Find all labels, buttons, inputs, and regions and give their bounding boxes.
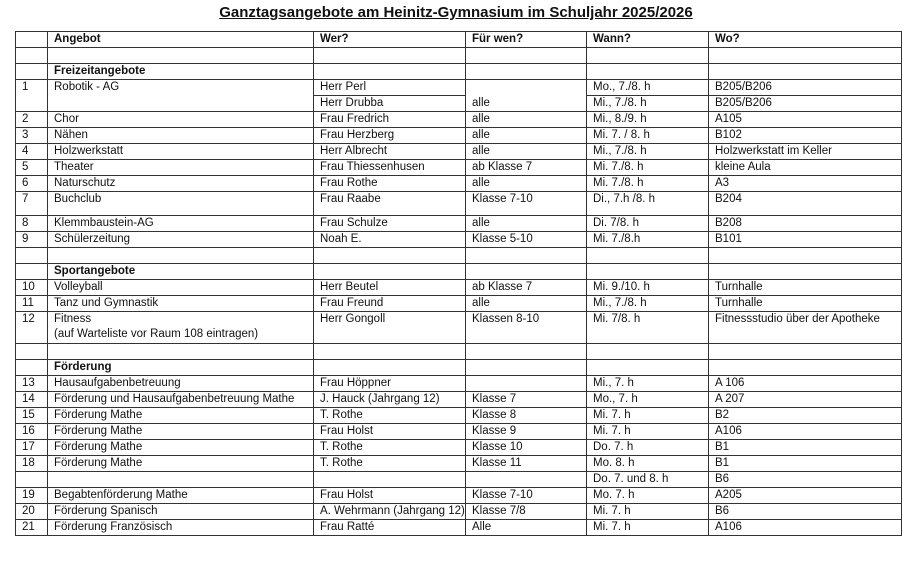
cell-nr: 6 — [16, 176, 48, 192]
cell-fuer-wen: alle — [466, 112, 587, 128]
cell-wo: B6 — [709, 504, 902, 520]
cell-wann: Mo., 7. h — [587, 392, 709, 408]
cell-wo: B102 — [709, 128, 902, 144]
cell-fuer-wen: alle — [466, 144, 587, 160]
cell-angebot: Schülerzeitung — [48, 232, 314, 248]
document-title: Ganztagsangebote am Heinitz-Gymnasium im Schuljahr 2025/2026 — [219, 4, 693, 21]
cell-wann: Di., 7.h /8. h — [587, 192, 709, 216]
cell-nr: 8 — [16, 216, 48, 232]
table-row — [16, 440, 902, 456]
cell-wer: Noah E. — [314, 232, 466, 248]
cell-wann: Mi. 7./8. h — [587, 176, 709, 192]
cell-fuer-wen — [466, 376, 587, 392]
cell-wer: Herr Gongoll — [314, 312, 466, 344]
cell-wann: Mi. 7. h — [587, 408, 709, 424]
cell-wer: T. Rothe — [314, 440, 466, 456]
cell-angebot — [48, 472, 314, 488]
header-nr — [16, 32, 48, 48]
cell-angebot: Förderung Französisch — [48, 520, 314, 536]
cell-nr: 12 — [16, 312, 48, 344]
cell-wo: A205 — [709, 488, 902, 504]
cell-wo: A 106 — [709, 376, 902, 392]
cell-fuer-wen: Klasse 7/8 — [466, 504, 587, 520]
cell-nr — [16, 472, 48, 488]
cell-wann: Mi., 7./8. h — [587, 296, 709, 312]
table-row — [16, 424, 902, 440]
cell-wo: Turnhalle — [709, 296, 902, 312]
cell-wo: Holzwerkstatt im Keller — [709, 144, 902, 160]
cell-angebot: Volleyball — [48, 280, 314, 296]
table-row — [16, 456, 902, 472]
cell-fuer-wen: Klasse 9 — [466, 424, 587, 440]
header-wo: Wo? — [709, 32, 902, 48]
cell-wer: Frau Holst — [314, 488, 466, 504]
table-row — [16, 408, 902, 424]
table-row — [16, 216, 902, 232]
table-row — [16, 488, 902, 504]
table-row — [16, 392, 902, 408]
header-wann: Wann? — [587, 32, 709, 48]
table-row — [16, 112, 902, 128]
cell-wann: Di. 7/8. h — [587, 216, 709, 232]
table-row — [16, 472, 902, 488]
header-row — [16, 32, 902, 48]
cell-fuer-wen: Klasse 11 — [466, 456, 587, 472]
cell-nr: 21 — [16, 520, 48, 536]
cell-angebot: Holzwerkstatt — [48, 144, 314, 160]
cell-nr: 18 — [16, 456, 48, 472]
cell-angebot: Theater — [48, 160, 314, 176]
cell-angebot: Naturschutz — [48, 176, 314, 192]
cell-wer: Herr Albrecht — [314, 144, 466, 160]
cell-nr: 13 — [16, 376, 48, 392]
cell-wann: Mi., 7./8. h — [587, 96, 709, 112]
cell-fuer-wen: Klasse 5-10 — [466, 232, 587, 248]
cell-wer: Frau Freund — [314, 296, 466, 312]
cell-wer: A. Wehrmann (Jahrgang 12) — [314, 504, 466, 520]
cell-angebot — [48, 312, 314, 344]
cell-nr: 11 — [16, 296, 48, 312]
cell-wann: Do. 7. h — [587, 440, 709, 456]
cell-wann: Mi. 7. / 8. h — [587, 128, 709, 144]
table-row — [16, 192, 902, 216]
cell-fuer-wen: ab Klasse 7 — [466, 160, 587, 176]
cell-wann: Mi. 7./8.h — [587, 232, 709, 248]
table-row — [16, 144, 902, 160]
cell-wer: Herr Drubba — [314, 96, 466, 112]
cell-wann: Mi. 7./8. h — [587, 160, 709, 176]
cell-wann: Do. 7. und 8. h — [587, 472, 709, 488]
cell-angebot: Begabtenförderung Mathe — [48, 488, 314, 504]
cell-wo: A3 — [709, 176, 902, 192]
cell-wer: Frau Rothe — [314, 176, 466, 192]
cell-wer: Frau Holst — [314, 424, 466, 440]
table-row — [16, 280, 902, 296]
cell-angebot: Förderung Mathe — [48, 456, 314, 472]
cell-angebot: Förderung Mathe — [48, 408, 314, 424]
cell-fuer-wen: alle — [466, 216, 587, 232]
cell-wer — [314, 472, 466, 488]
cell-nr: 17 — [16, 440, 48, 456]
cell-fuer-wen: alle — [466, 128, 587, 144]
cell-fuer-wen: Alle — [466, 520, 587, 536]
table-row — [16, 232, 902, 248]
cell-wer: Frau Schulze — [314, 216, 466, 232]
cell-wo: B1 — [709, 440, 902, 456]
cell-wer: Frau Thiessenhusen — [314, 160, 466, 176]
cell-wann: Mi., 7. h — [587, 376, 709, 392]
cell-wer: T. Rothe — [314, 408, 466, 424]
cell-wann: Mi., 8./9. h — [587, 112, 709, 128]
table-row — [16, 128, 902, 144]
table-row — [16, 80, 902, 96]
spacer-row — [16, 48, 902, 64]
cell-angebot: Chor — [48, 112, 314, 128]
cell-wo: A106 — [709, 520, 902, 536]
cell-nr: 4 — [16, 144, 48, 160]
spacer-row — [16, 248, 902, 264]
section-title-foerderung: Förderung — [48, 360, 314, 376]
table-row — [16, 520, 902, 536]
table-row — [16, 504, 902, 520]
header-fuer-wen: Für wen? — [466, 32, 587, 48]
cell-wer: Herr Beutel — [314, 280, 466, 296]
cell-wo: Turnhalle — [709, 280, 902, 296]
cell-angebot: Buchclub — [48, 192, 314, 216]
section-header-row — [16, 360, 902, 376]
cell-nr: 10 — [16, 280, 48, 296]
cell-wo: Fitnessstudio über der Apotheke — [709, 312, 902, 344]
cell-nr: 19 — [16, 488, 48, 504]
cell-fuer-wen: Klasse 8 — [466, 408, 587, 424]
cell-nr: 5 — [16, 160, 48, 176]
cell-fuer-wen: alle — [466, 176, 587, 192]
angebot-title: Fitness — [54, 313, 92, 325]
cell-wann: Mi. 7. h — [587, 504, 709, 520]
table-row — [16, 312, 902, 344]
cell-wo: A106 — [709, 424, 902, 440]
cell-nr: 7 — [16, 192, 48, 216]
cell-nr: 16 — [16, 424, 48, 440]
cell-fuer-wen: ab Klasse 7 — [466, 280, 587, 296]
cell-fuer-wen: Klasse 7-10 — [466, 488, 587, 504]
cell-wann: Mo., 7./8. h — [587, 80, 709, 96]
cell-wer: Frau Fredrich — [314, 112, 466, 128]
cell-wo: A 207 — [709, 392, 902, 408]
schedule-table — [15, 31, 902, 536]
cell-fuer-wen: alle — [466, 80, 587, 112]
cell-wer: Frau Herzberg — [314, 128, 466, 144]
cell-nr: 3 — [16, 128, 48, 144]
cell-nr: 15 — [16, 408, 48, 424]
cell-nr: 2 — [16, 112, 48, 128]
cell-wo: B205/B206 — [709, 96, 902, 112]
cell-nr: 1 — [16, 80, 48, 112]
cell-wer: Frau Höppner — [314, 376, 466, 392]
cell-wann: Mi., 7./8. h — [587, 144, 709, 160]
cell-wo: B6 — [709, 472, 902, 488]
section-title-freizeit: Freizeitangebote — [48, 64, 314, 80]
table-row — [16, 376, 902, 392]
cell-wo: B205/B206 — [709, 80, 902, 96]
cell-angebot: Hausaufgabenbetreuung — [48, 376, 314, 392]
cell-wo: B1 — [709, 456, 902, 472]
cell-angebot: Nähen — [48, 128, 314, 144]
section-title-sport: Sportangebote — [48, 264, 314, 280]
cell-fuer-wen: Klasse 7 — [466, 392, 587, 408]
cell-fuer-wen: alle — [466, 296, 587, 312]
cell-wo: A105 — [709, 112, 902, 128]
header-angebot: Angebot — [48, 32, 314, 48]
cell-angebot: Förderung Mathe — [48, 424, 314, 440]
cell-wer: Frau Raabe — [314, 192, 466, 216]
cell-angebot: Förderung Spanisch — [48, 504, 314, 520]
cell-angebot: Klemmbaustein-AG — [48, 216, 314, 232]
table-row — [16, 176, 902, 192]
cell-fuer-wen: Klasse 10 — [466, 440, 587, 456]
cell-angebot: Förderung und Hausaufgabenbetreuung Mathe — [48, 392, 314, 408]
cell-wer: Frau Ratté — [314, 520, 466, 536]
cell-fuer-wen: Klassen 8-10 — [466, 312, 587, 344]
cell-wer: T. Rothe — [314, 456, 466, 472]
cell-angebot: Robotik - AG — [48, 80, 314, 112]
section-header-row — [16, 64, 902, 80]
cell-wer: Herr Perl — [314, 80, 466, 96]
cell-fuer-wen — [466, 472, 587, 488]
cell-nr: 9 — [16, 232, 48, 248]
cell-wann: Mi. 7. h — [587, 424, 709, 440]
cell-wo: B2 — [709, 408, 902, 424]
cell-wo: kleine Aula — [709, 160, 902, 176]
cell-wo: B101 — [709, 232, 902, 248]
cell-angebot: Tanz und Gymnastik — [48, 296, 314, 312]
cell-wo: B208 — [709, 216, 902, 232]
header-wer: Wer? — [314, 32, 466, 48]
cell-wann: Mi. 7/8. h — [587, 312, 709, 344]
cell-wann: Mi. 9./10. h — [587, 280, 709, 296]
cell-nr: 20 — [16, 504, 48, 520]
cell-nr: 14 — [16, 392, 48, 408]
table-row — [16, 296, 902, 312]
angebot-note: (auf Warteliste vor Raum 108 eintragen) — [54, 328, 259, 340]
cell-angebot: Förderung Mathe — [48, 440, 314, 456]
cell-wann: Mo. 8. h — [587, 456, 709, 472]
table-row — [16, 160, 902, 176]
cell-wann: Mi. 7. h — [587, 520, 709, 536]
section-header-row — [16, 264, 902, 280]
cell-wer: J. Hauck (Jahrgang 12) — [314, 392, 466, 408]
cell-fuer-wen: Klasse 7-10 — [466, 192, 587, 216]
cell-wo: B204 — [709, 192, 902, 216]
spacer-row — [16, 344, 902, 360]
cell-wann: Mo. 7. h — [587, 488, 709, 504]
